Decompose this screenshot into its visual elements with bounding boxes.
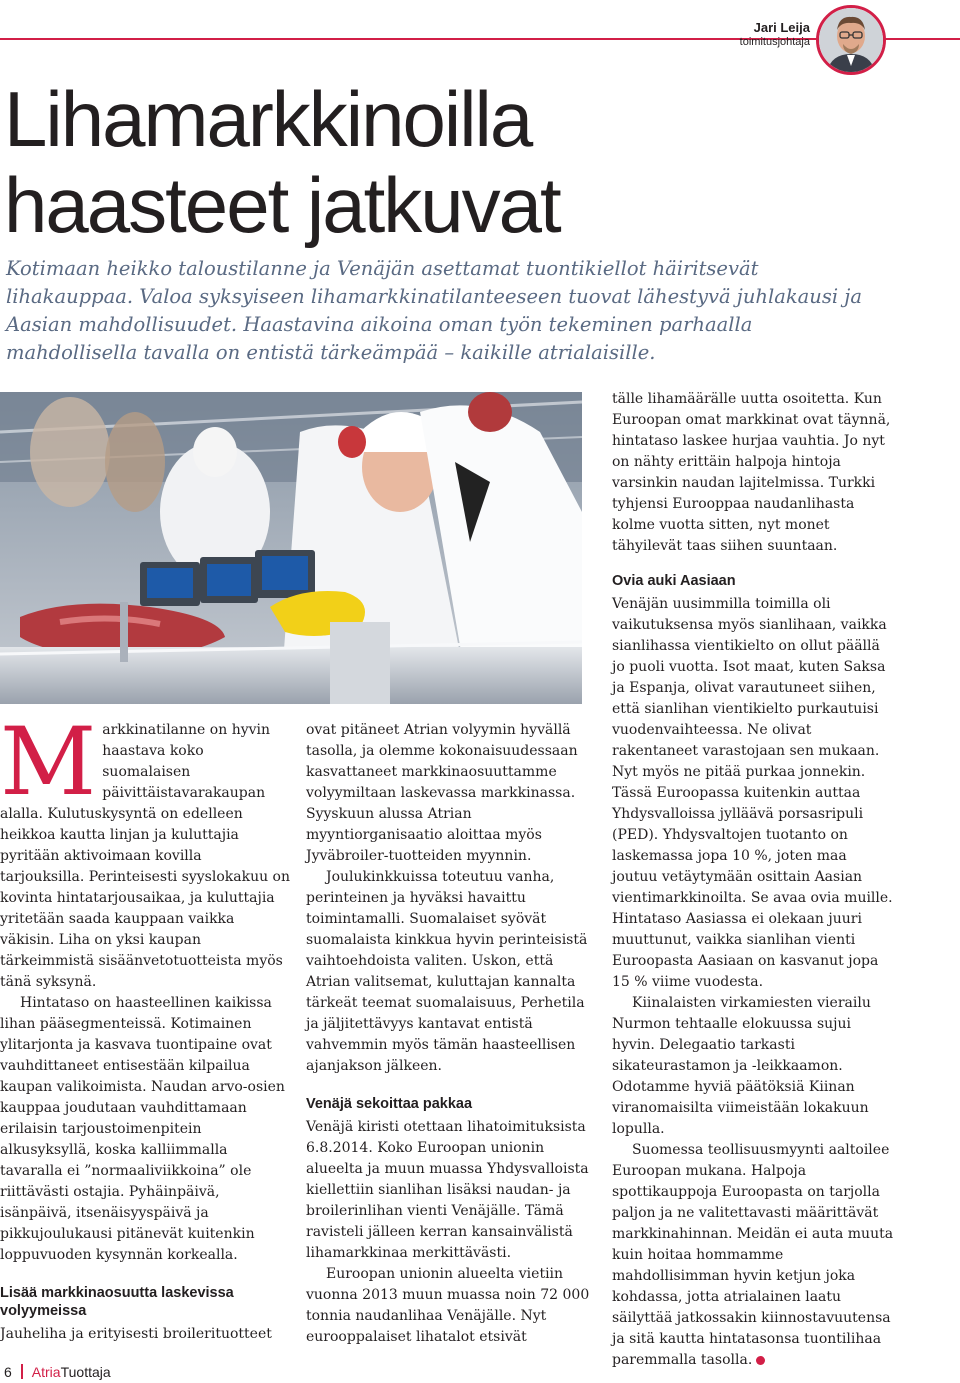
author-portrait	[816, 5, 886, 75]
column1-paragraph-2: Hintataso on haasteellinen kaikissa lihan pääsegmenteissä. Kotimainen ylitarjonta ja kasvava tuontipaine ovat vauhdittaneet entisestään kilpailua kaupan valikoimista. Naudan arvo-osien kauppaa joudutaan vauhdittamaan erilaisin tarjoustoimenpitein alkusyksyllä, koska kalliimmalla tavaralla ei ”normaaliviikkoina” ole riittävästi ostajia. Pyhäinpäivä, isänpäivä, itsenäisyyspäivä ja pikkujoulukausi pitänevät kuitenkin loppuvuoden kysynnän korkealla.	[0, 995, 285, 1263]
page-number: 6	[4, 1364, 12, 1380]
column1-paragraph-1	[0, 708, 290, 993]
article-column-3	[612, 572, 894, 1371]
meat-processing-photo	[0, 392, 582, 704]
publication-name-part-1: Atria	[31, 1364, 61, 1380]
column2-paragraph-1: ovat pitäneet Atrian volyymin hyvällä tasolla, ja olemme kokonaisuudessaan kasvattaneet markkinaosuuttamme volyymiltaan laskevassa markkinassa. Syyskuun alussa Atrian myyntiorganisaatio aloittaa myös Jyväbroiler-tuotteiden myynnin.	[306, 722, 578, 864]
column1-subheading: Lisää markkinaosuutta laskevissa volyymeissa	[0, 1285, 234, 1319]
article-lead: Kotimaan heikko taloustilanne ja Venäjän asettamat tuontikiellot häiritsevät lihakauppaa. Valoa syksyiseen lihamarkkinatilanteeseen tuovat lähestyvä juhlakausi ja Aasian mahdollisuudet. Haastavina aikoina oman työn tekeminen parhaalla mahdollisella tavalla on entistä tärkeämpää – kaikille atrialaisille.	[6, 257, 862, 364]
drop-cap: M	[0, 708, 97, 817]
article-headline	[4, 76, 560, 248]
article-column-2	[306, 720, 598, 1348]
column2-paragraph-3: Venäjä kiristi otettaan lihatoimituksista 6.8.2014. Koko Euroopan unionin alueelta ja muun muassa Yhdysvalloista kiellettiin sianlihan lisäksi naudan- ja broilerinlihan vienti Venäjälle. Tämä ravisteli jälleen kerran kansainvälistä lihamarkkinaa merkittävästi.	[306, 1119, 589, 1261]
author-name: Jari Leija	[753, 20, 810, 35]
column1-paragraph-1-text: arkkinatilanne on hyvin haastava koko suomalaisen päivittäistavarakaupan alalla. Kulutuskysyntä on edelleen heikkoa kautta linjan ja kuluttajia pyritään aktivoimaan kovilla tarjouksilla. Perinteisesti syyslokakuu on kovinta hintatarjousaikaa, ja kuluttajia yritetään saada kauppaan vaikka väkisin. Liha on yksi kaupan tärkeimmistä sisäänvetotuotteista myös tänä syksynä.	[0, 722, 290, 990]
headline-line-2: haasteet jatkuvat	[4, 161, 560, 249]
column3-paragraph-2: Venäjän uusimmilla toimilla oli vaikutuksensa myös sianlihaan, vaikka sianlihassa vientikielto on ollut päällä jo puoli vuotta. Isot maat, kuten Saksa ja Espanja, olivat varautuneet siihen, että sianlihan vientikielto purkautuisi vuodenvaihteessa. Ne olivat rakentaneet varastojaan sen mukaan. Nyt myös ne pitää purkaa jonnekin. Tässä Euroopassa kuitenkin auttaa Yhdysvalloissa jylläävä porsasripuli (PED). Yhdysvaltojen tuotanto on laskemassa jopa 10 %, joten maa joutuu vetäytymään osittain Aasian vientimarkkinoilta. Se avaa ovia muille. Hintataso Aasiassa ei olekaan juuri muuttunut, vaikka sianlihan vienti Euroopasta Aasiaan on kasvanut jopa 15 % viime vuodesta.	[612, 596, 893, 990]
column3-paragraph-3: Kiinalaisten virkamiesten vierailu Nurmon tehtaalle elokuussa sujui hyvin. Delegaatio tarkasti sikateurastamon ja -leikkaamon. Odotamme hyviä päätöksiä Kiinan viranomaisilta viimeistään lokakuun lopulla.	[612, 995, 871, 1137]
column3-paragraph-1: tälle lihamäärälle uutta osoitetta. Kun Euroopan omat markkinat ovat täynnä, hintataso laskee hurjaa vauhtia. Jo nyt on nähty erittäin halpoja hintoja varsinkin naudan lajitelmissa. Turkki tyhjensi Eurooppaa naudanlihasta kolme vuotta sitten, nyt monet tähyilevät taas siihen suuntaan.	[612, 391, 891, 554]
footer-separator	[21, 1364, 23, 1379]
publication-name-part-2: Tuottaja	[60, 1364, 111, 1380]
end-of-article-mark	[756, 1356, 765, 1365]
page-footer	[4, 1364, 111, 1380]
author-portrait-image	[819, 8, 883, 72]
column3-paragraph-4-text: Suomessa teollisuusmyynti aaltoilee Euroopan mukana. Halpoja spottikauppoja Euroopasta on tarjolla paljon ja ne valitettavasti määrittävät markkinahinnan. Meidän ei auta muuta kuin hoitaa hommamme mahdollisimman hyvin ketjun joka kohdassa, jotta atrialainen laatu säilyttää jatkossakin kiinnostavuutensa ja sitä kautta hintatasonsa tuontilihaa paremmalla tasolla.	[612, 1142, 894, 1368]
article-column-3-top	[612, 389, 894, 557]
column2-paragraph-2: Joulukinkkuissa toteutuu vanha, perinteinen ja hyväksi havaittu toimintamalli. Suomalaiset syövät suomalaista kinkkua hyvin perinteisistä vaihtoehdoista valiten. Uskon, että Atrian valitsemat, kuluttajan kannalta tärkeät teemat suomalaisuus, Perhetila ja jäljitettävyys kantavat entistä vahvemmin myös tämän haasteellisen ajanjakson jälkeen.	[306, 869, 588, 1074]
meat-processing-photo-image	[0, 392, 582, 704]
column2-paragraph-4: Euroopan unionin alueelta vietiin vuonna 2013 muun muassa noin 72 000 tonnia naudanlihaa Venäjälle. Nyt eurooppalaiset lihatalot etsivät	[306, 1266, 590, 1345]
column3-subheading: Ovia auki Aasiaan	[612, 573, 736, 589]
column1-paragraph-3: Jauheliha ja erityisesti broilerituotteet	[0, 1326, 272, 1342]
column3-paragraph-4	[612, 1140, 894, 1371]
author-byline	[740, 20, 810, 48]
headline-line-1: Lihamarkkinoilla	[4, 75, 532, 163]
article-column-1	[0, 708, 290, 1345]
column2-subheading: Venäjä sekoittaa pakkaa	[306, 1096, 473, 1112]
author-role: toimitusjohtaja	[739, 36, 810, 48]
